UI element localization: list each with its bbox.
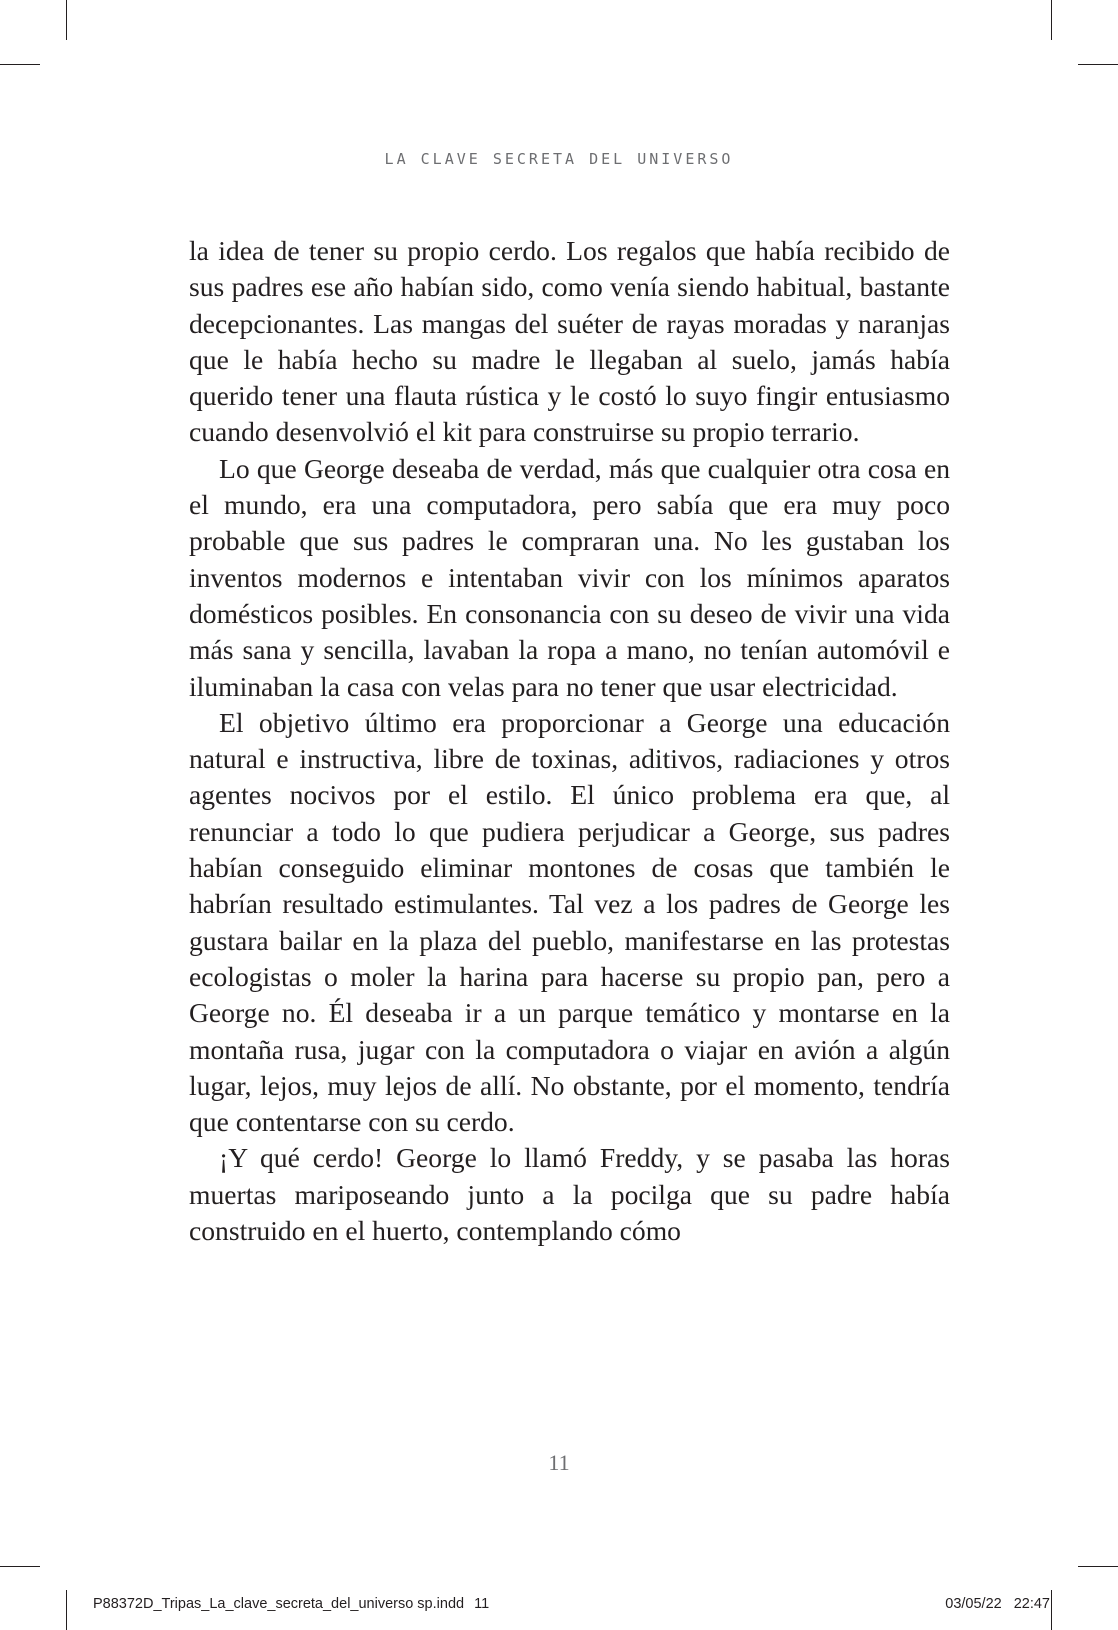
slug-timestamp (945, 1596, 1050, 1612)
slug-file-info (93, 1596, 489, 1612)
slug-filename: P88372D_Tripas_La_clave_secreta_del_universo sp.indd (93, 1596, 465, 1612)
crop-mark-bottom-left-h (0, 1566, 40, 1567)
crop-mark-top-left-h (0, 64, 40, 65)
body-text (189, 233, 950, 1249)
crop-mark-bottom-right-h (1078, 1566, 1118, 1567)
crop-mark-top-right (1051, 0, 1052, 40)
crop-mark-bottom-right (1051, 1590, 1052, 1630)
paragraph: ¡Y qué cerdo! George lo llamó Freddy, y se pasaba las horas muertas mariposeando junto a la pocilga que su padre había construido en el huerto, contemplando cómo (189, 1142, 950, 1247)
crop-mark-top-right-h (1078, 64, 1118, 65)
slug-date: 03/05/22 (945, 1596, 1002, 1612)
slug-page-ref: 11 (474, 1596, 490, 1612)
slug-time: 22:47 (1013, 1596, 1050, 1612)
page-number: 11 (548, 1450, 570, 1475)
paragraph: Lo que George deseaba de verdad, más que cualquier otra cosa en el mundo, era una computadora, pero sabía que era muy poco probable que sus padres le compraran una. No les gustaban los inventos modernos e intentaban vivir con los mínimos aparatos domésticos posibles. En consonancia con su deseo de vivir una vida más sana y sencilla, lavaban la ropa a mano, no tenían automóvil e iluminaban la casa con velas para no tener que usar electricidad. (189, 452, 950, 702)
paragraph: la idea de tener su propio cerdo. Los regalos que había recibido de sus padres ese año habían sido, como venía siendo habitual, bastante decepcionantes. Las mangas del suéter de rayas moradas y naranjas que le había hecho su madre le llegaban al suelo, jamás había querido tener una flauta rústica y le costó lo suyo fingir entusiasmo cuando desenvolvió el kit para construirse su propio terrario. (189, 235, 950, 448)
paragraph: El objetivo último era proporcionar a George una educación natural e instructiva, libre de toxinas, aditivos, radiaciones y otros agentes nocivos por el estilo. El único problema era que, al renunciar a todo lo que pudiera perjudicar a George, sus padres habían conseguido eliminar montones de cosas que también le habrían resultado estimulantes. Tal vez a los padres de George les gustara bailar en la plaza del pueblo, manifestarse en las protestas ecologistas o moler la harina para hacerse su propio pan, pero a George no. Él deseaba ir a un parque temático y montarse en la montaña rusa, jugar con la computadora o viajar en avión a algún lugar, lejos, muy lejos de allí. No obstante, por el momento, tendría que contentarse con su cerdo. (189, 706, 950, 1138)
running-head: LA CLAVE SECRETA DEL UNIVERSO (384, 150, 734, 168)
crop-mark-top-left (66, 0, 67, 40)
crop-mark-bottom-left (66, 1590, 67, 1630)
